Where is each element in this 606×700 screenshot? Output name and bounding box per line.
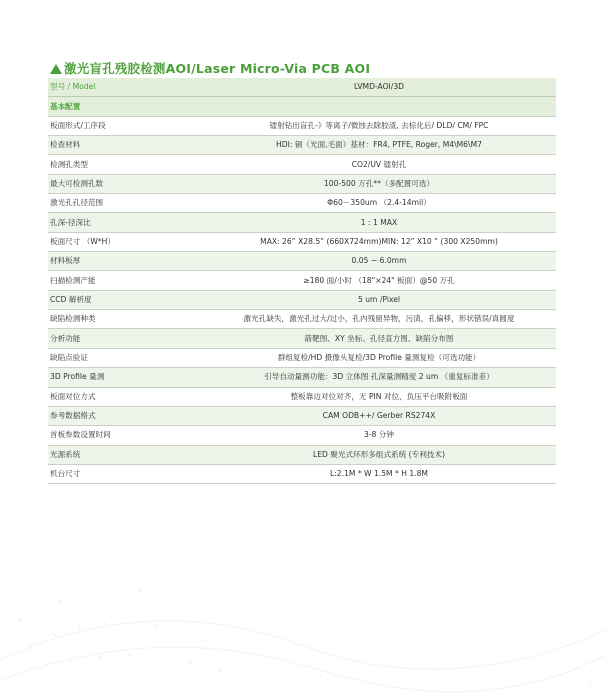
table-row — [48, 194, 556, 213]
row-value: 镭射钻出盲孔-》等离子/微蚀去除胶渣, 去棕化后/ DLD/ CM/ FPC — [202, 116, 556, 135]
row-label: 板面对位方式 — [48, 387, 202, 406]
row-value: CAM ODB++/ Gerber RS274X — [202, 406, 556, 425]
row-label: 检测孔类型 — [48, 155, 202, 174]
table-row — [48, 136, 556, 155]
row-label: 板面尺寸 （W*H） — [48, 232, 202, 251]
row-label: 首板参数设置时间 — [48, 426, 202, 445]
row-value: 引导自动量测功能：3D 立体图 孔深量测精度 2 um （重复标准差） — [202, 368, 556, 387]
row-label: 机台尺寸 — [48, 464, 202, 483]
table-row — [48, 252, 556, 271]
table-row — [48, 464, 556, 483]
model-value: LVMD-AOI/3D — [202, 78, 556, 97]
row-label: 缺陷检测种类 — [48, 310, 202, 329]
row-value: 5 um /Pixel — [202, 290, 556, 309]
row-value: HDI: 铜（光面,毛面）基材：FR4, PTFE, Roger, M4\M6\M7 — [202, 136, 556, 155]
row-label: 最大可检测孔数 — [48, 174, 202, 193]
row-label: 板面形式/工序段 — [48, 116, 202, 135]
table-row — [48, 271, 556, 290]
background-wave-pattern — [0, 470, 606, 700]
row-label: 材料板厚 — [48, 252, 202, 271]
table-row — [48, 213, 556, 232]
row-label: 光源系统 — [48, 445, 202, 464]
row-label: 检查材料 — [48, 136, 202, 155]
row-value: 群组复检/HD 摄像头复检/3D Profile 量测复检（可选功能） — [202, 348, 556, 367]
table-row — [48, 174, 556, 193]
table-row — [48, 445, 556, 464]
row-value: 0.05 ~ 6.0mm — [202, 252, 556, 271]
row-value: 1 : 1 MAX — [202, 213, 556, 232]
row-label: 3D Profile 量测 — [48, 368, 202, 387]
row-label: 扫描检测产能 — [48, 271, 202, 290]
triangle-icon — [50, 64, 62, 74]
page-title-text: 激光盲孔残胶检测AOI/Laser Micro-Via PCB AOI — [64, 61, 371, 76]
table-row — [48, 290, 556, 309]
row-value: 箭靶图、XY 坐标、孔径直方图、缺陷分布图 — [202, 329, 556, 348]
page-title — [50, 59, 370, 77]
row-value: LED 聚光式环形多组式系统 (专利技术) — [202, 445, 556, 464]
row-value: 激光孔缺失，激光孔过大/过小，孔内残留异物，污渍，孔偏移，形状错误/真圆度 — [202, 310, 556, 329]
table-row — [48, 406, 556, 425]
model-label: 型号 / Model — [48, 78, 202, 97]
row-value: MAX: 26” X28.5” (660X724mm)MIN: 12” X10 ” (300 X250mm) — [202, 232, 556, 251]
row-value: CO2/UV 镭射孔 — [202, 155, 556, 174]
table-row — [48, 329, 556, 348]
table-row — [48, 155, 556, 174]
row-value: L:2.1M * W 1.5M * H 1.8M — [202, 464, 556, 483]
row-label: 参考数据格式 — [48, 406, 202, 425]
model-row — [48, 78, 556, 97]
table-row — [48, 310, 556, 329]
row-value: 整板靠边对位对齐，无 PIN 对位，负压平台吸附板面 — [202, 387, 556, 406]
section-label: 基本配置 — [48, 97, 556, 116]
table-row — [48, 387, 556, 406]
table-row — [48, 426, 556, 445]
table-row — [48, 116, 556, 135]
table-row — [48, 232, 556, 251]
row-value: ≥180 面/小时 （18"×24" 板面）@50 万孔 — [202, 271, 556, 290]
row-value: 100-500 万孔**（多配置可选） — [202, 174, 556, 193]
table-row — [48, 368, 556, 387]
row-value: 3-8 分钟 — [202, 426, 556, 445]
section-row — [48, 97, 556, 116]
spec-table — [48, 78, 556, 484]
row-label: 激光孔孔径范围 — [48, 194, 202, 213]
row-label: CCD 解析度 — [48, 290, 202, 309]
row-label: 孔深-径深比 — [48, 213, 202, 232]
row-value: Φ60－350um （2.4-14mil） — [202, 194, 556, 213]
row-label: 分析功能 — [48, 329, 202, 348]
row-label: 缺陷点验证 — [48, 348, 202, 367]
table-row — [48, 348, 556, 367]
